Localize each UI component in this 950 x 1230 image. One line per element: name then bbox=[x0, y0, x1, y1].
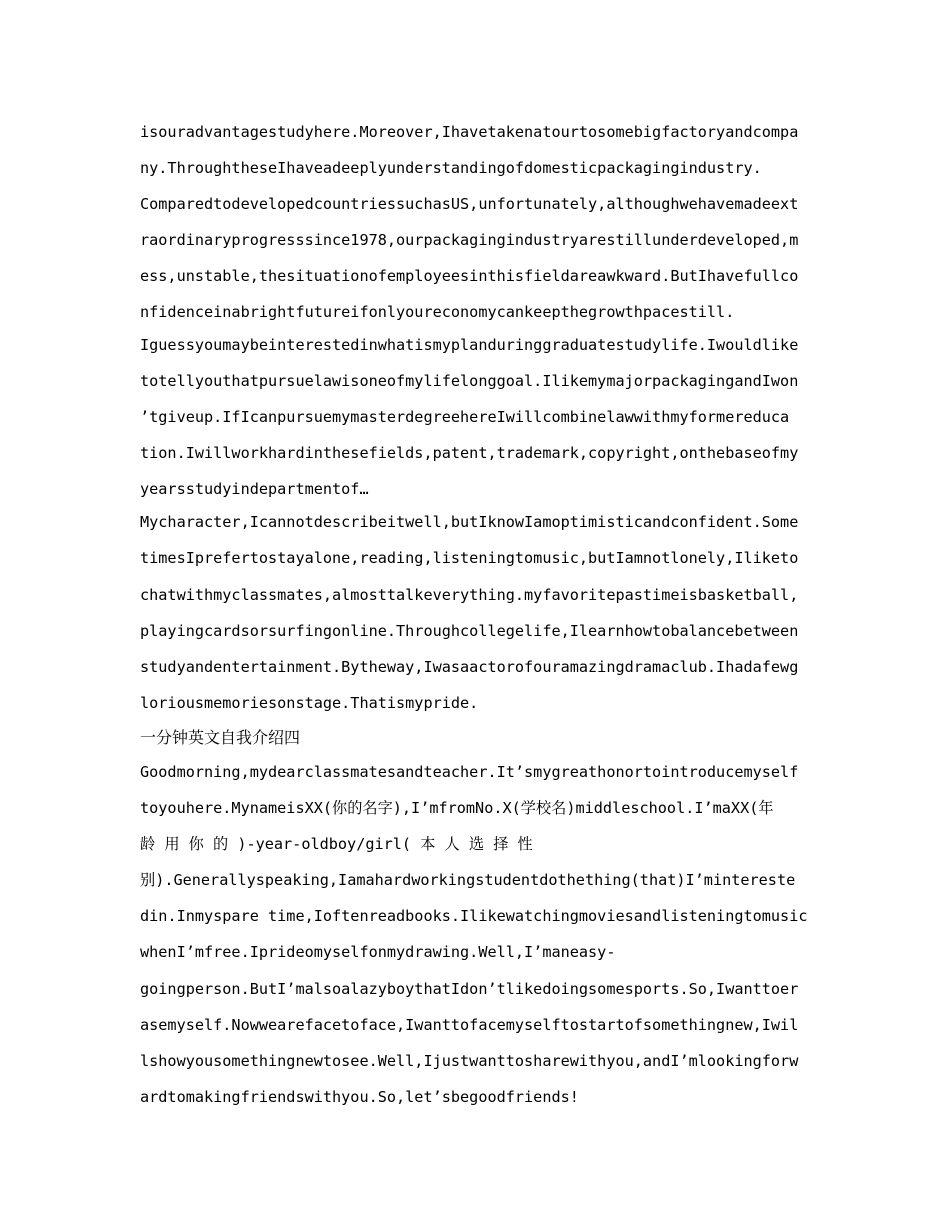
text-line: Mycharacter,Icannotdescribeitwell,butIknowIamoptimisticandconfident.Some bbox=[140, 513, 799, 531]
text-line: tion.Iwillworkhardinthesefields,patent,trademark,copyright,onthebaseofmy bbox=[140, 444, 799, 462]
text-line: totellyouthatpursuelawisoneofmylifelonggoal.IlikemymajorpackagingandIwon bbox=[140, 372, 799, 390]
text-line: ardtomakingfriendswithyou.So,let’sbegoodfriends! bbox=[140, 1088, 579, 1106]
text-line: nfidenceinabrightfutureifonlyoureconomycankeepthegrowthpacestill. bbox=[140, 303, 735, 321]
text-line: ny.ThroughtheseIhaveadeeplyunderstandingofdomesticpackagingindustry. bbox=[140, 159, 762, 177]
text-line: ’tgiveup.IfIcanpursuemymasterdegreehereIwillcombinelawwithmyformereduca bbox=[140, 408, 790, 426]
text-line: Goodmorning,mydearclassmatesandteacher.It’smygreathonortointroducemyself bbox=[140, 763, 799, 781]
text-line: asemyself.Nowwearefacetoface,Iwanttofacemyselftostartofsomethingnew,Iwil bbox=[140, 1016, 799, 1034]
text-line: yearsstudyindepartmentof… bbox=[140, 480, 369, 498]
text-line: playingcardsorsurfingonline.Throughcollegelife,Ilearnhowtobalancebetween bbox=[140, 622, 799, 640]
text-line: raordinaryprogresssince1978,ourpackagingindustryarestillunderdeveloped,m bbox=[140, 231, 799, 249]
text-line: Iguessyoumaybeinterestedinwhatismyplanduringgraduatestudylife.Iwouldlike bbox=[140, 336, 799, 354]
text-line: chatwithmyclassmates,almosttalkeverything.myfavoritepastimeisbasketball, bbox=[140, 586, 799, 604]
text-line: loriousmemoriesonstage.Thatismypride. bbox=[140, 694, 479, 712]
text-line: 龄 用 你 的 )-year-oldboy/girl( 本 人 选 择 性 bbox=[140, 835, 533, 853]
text-line: timesIprefertostayalone,reading,listeningtomusic,butIamnotlonely,Iliketo bbox=[140, 549, 799, 567]
section-heading: 一分钟英文自我介绍四 bbox=[140, 728, 301, 747]
text-line: studyandentertainment.Bytheway,Iwasaactorofouramazingdramaclub.Ihadafewg bbox=[140, 658, 799, 676]
text-line: isouradvantagestudyhere.Moreover,Ihavetakenatourtosomebigfactoryandcompa bbox=[140, 123, 799, 141]
text-line: lshowyousomethingnewtosee.Well,Ijustwanttosharewithyou,andI’mlookingforw bbox=[140, 1052, 799, 1070]
text-line: 别).Generallyspeaking,Iamahardworkingstudentdothething(that)I’mintereste bbox=[140, 871, 796, 889]
text-line: din.Inmyspare time,Ioftenreadbooks.Ilikewatchingmoviesandlisteningtomusic bbox=[140, 907, 808, 925]
text-line: goingperson.ButI’malsoalazyboythatIdon’tlikedoingsomesports.So,Iwanttoer bbox=[140, 980, 799, 998]
text-line: toyouhere.MynameisXX(你的名字),I’mfromNo.X(学校名)middleschool.I’maXX(年 bbox=[140, 799, 774, 817]
text-line: ess,unstable,thesituationofemployeesinthisfieldareawkward.ButIhavefullco bbox=[140, 267, 799, 285]
text-line: whenI’mfree.Iprideomyselfonmydrawing.Well,I’maneasy- bbox=[140, 943, 616, 961]
text-line: ComparedtodevelopedcountriessuchasUS,unfortunately,althoughwehavemadeext bbox=[140, 195, 799, 213]
